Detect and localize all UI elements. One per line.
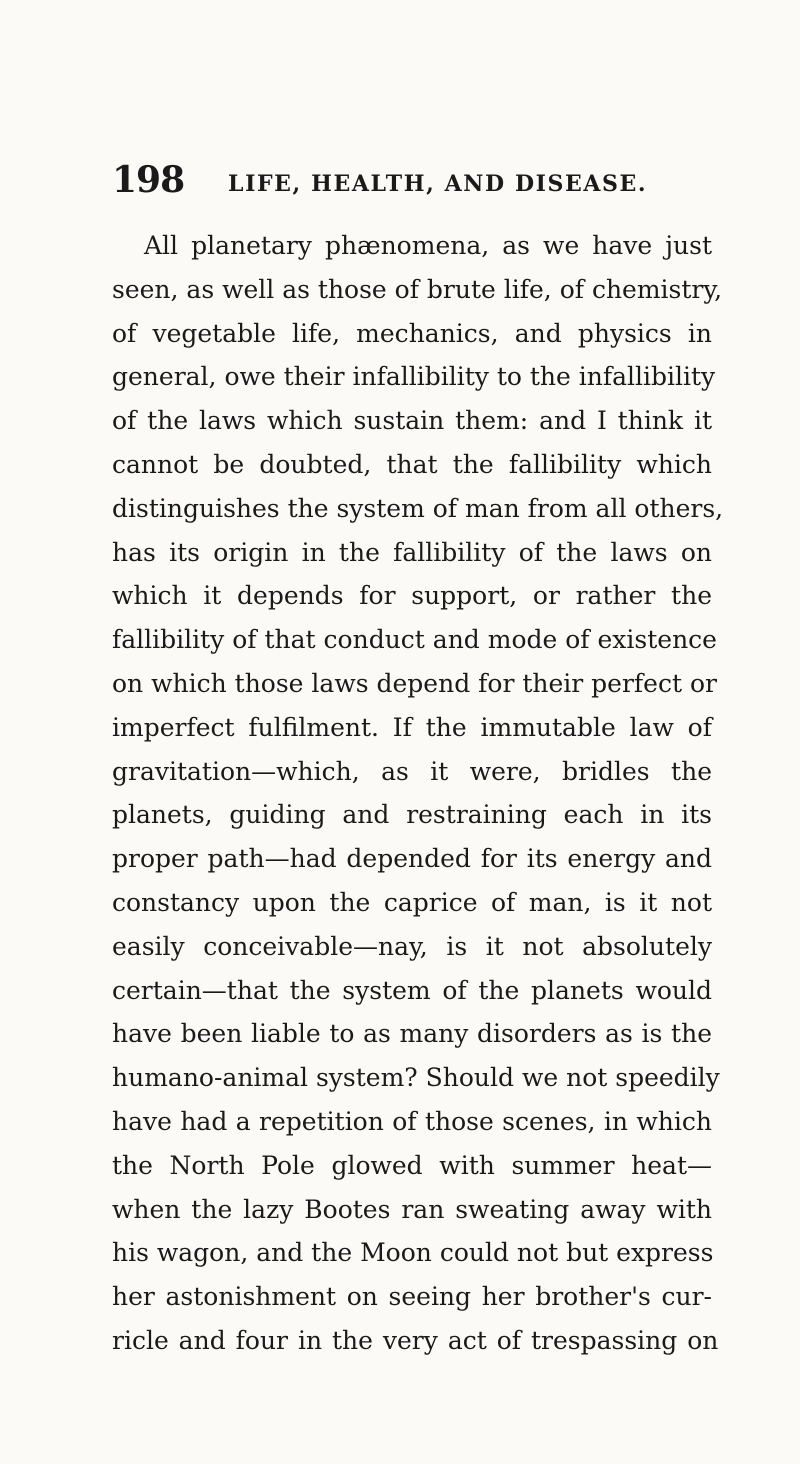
body-paragraph [112,224,724,1363]
text-line: distinguishes the system of man from all others, [112,493,724,523]
text-line: of the laws which sustain them: and I think it [112,406,712,436]
text-line: certain—that the system of the planets would [112,975,712,1005]
text-line: seen, as well as those of brute life, of chemistry, [112,274,723,304]
text-line: the North Pole glowed with summer heat— [112,1150,712,1180]
text-line: proper path—had depended for its energy and [112,844,712,874]
text-line: her astonishment on seeing her brother's cur- [112,1282,712,1312]
text-line: general, owe their infallibility to the infallibility [112,362,716,392]
running-head: LIFE, HEALTH, AND DISEASE. [228,171,648,197]
text-line: his wagon, and the Moon could not but express [112,1238,714,1268]
text-line: gravitation—which, as it were, bridles the [112,756,712,786]
text-line: planets, guiding and restraining each in its [112,800,712,830]
text-line: cannot be doubted, that the fallibility which [112,449,712,479]
text-line: constancy upon the caprice of man, is it not [112,887,712,917]
text-line: which it depends for support, or rather the [112,581,712,611]
text-line: humano-animal system? Should we not speedily [112,1063,720,1093]
text-line: have been liable to as many disorders as is the [112,1019,712,1049]
text-line: have had a repetition of those scenes, in which [112,1106,712,1136]
text-line: when the lazy Bootes ran sweating away with [112,1194,712,1224]
text-line: imperfect fulfilment. If the immutable law of [112,712,712,742]
text-line: has its origin in the fallibility of the laws on [112,537,712,567]
page-number: 198 [112,159,185,201]
text-line: ricle and four in the very act of trespassing on [112,1325,719,1355]
text-line: easily conceivable—nay, is it not absolutely [112,931,712,961]
text-line: on which those laws depend for their perfect or [112,668,717,698]
text-line: fallibility of that conduct and mode of existence [112,625,717,655]
text-line: of vegetable life, mechanics, and physics in [112,318,712,348]
text-line: All planetary phænomena, as we have just [144,231,712,260]
